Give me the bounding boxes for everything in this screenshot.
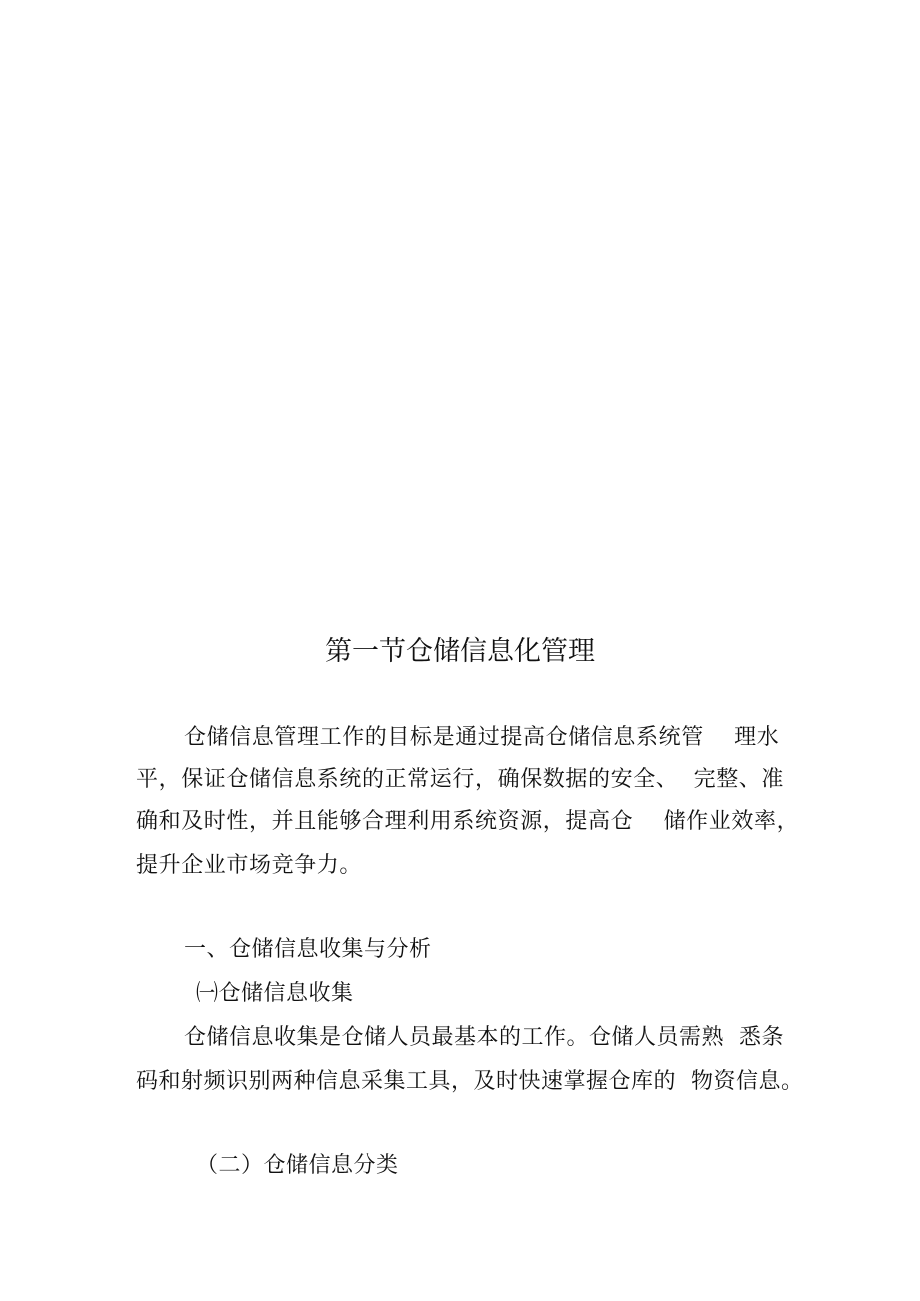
- subsection-heading: ㈠仓储信息收集: [196, 981, 354, 1006]
- subsection-heading: （二）仓储信息分类: [196, 1153, 399, 1178]
- paragraph-line: 仓储信息管理工作的目标是通过提高仓储信息系统管 理水: [184, 725, 780, 750]
- section-heading: 一、仓储信息收集与分析: [184, 937, 432, 962]
- page-title: 第一节仓储信息化管理: [325, 636, 595, 667]
- paragraph-line: 仓储信息收集是仓储人员最基本的工作。仓储人员需熟 悉条: [184, 1025, 784, 1050]
- paragraph-line: 平，保证仓储信息系统的正常运行，确保数据的安全、 完整、准: [136, 767, 784, 792]
- paragraph-line: 提升企业市场竞争力。: [136, 853, 363, 878]
- paragraph-line: 码和射频识别两种信息采集工具，及时快速掌握仓库的 物资信息。: [136, 1069, 804, 1094]
- paragraph-line: 确和及时性，并且能够合理利用系统资源，提高仓 储作业效率，: [136, 809, 800, 834]
